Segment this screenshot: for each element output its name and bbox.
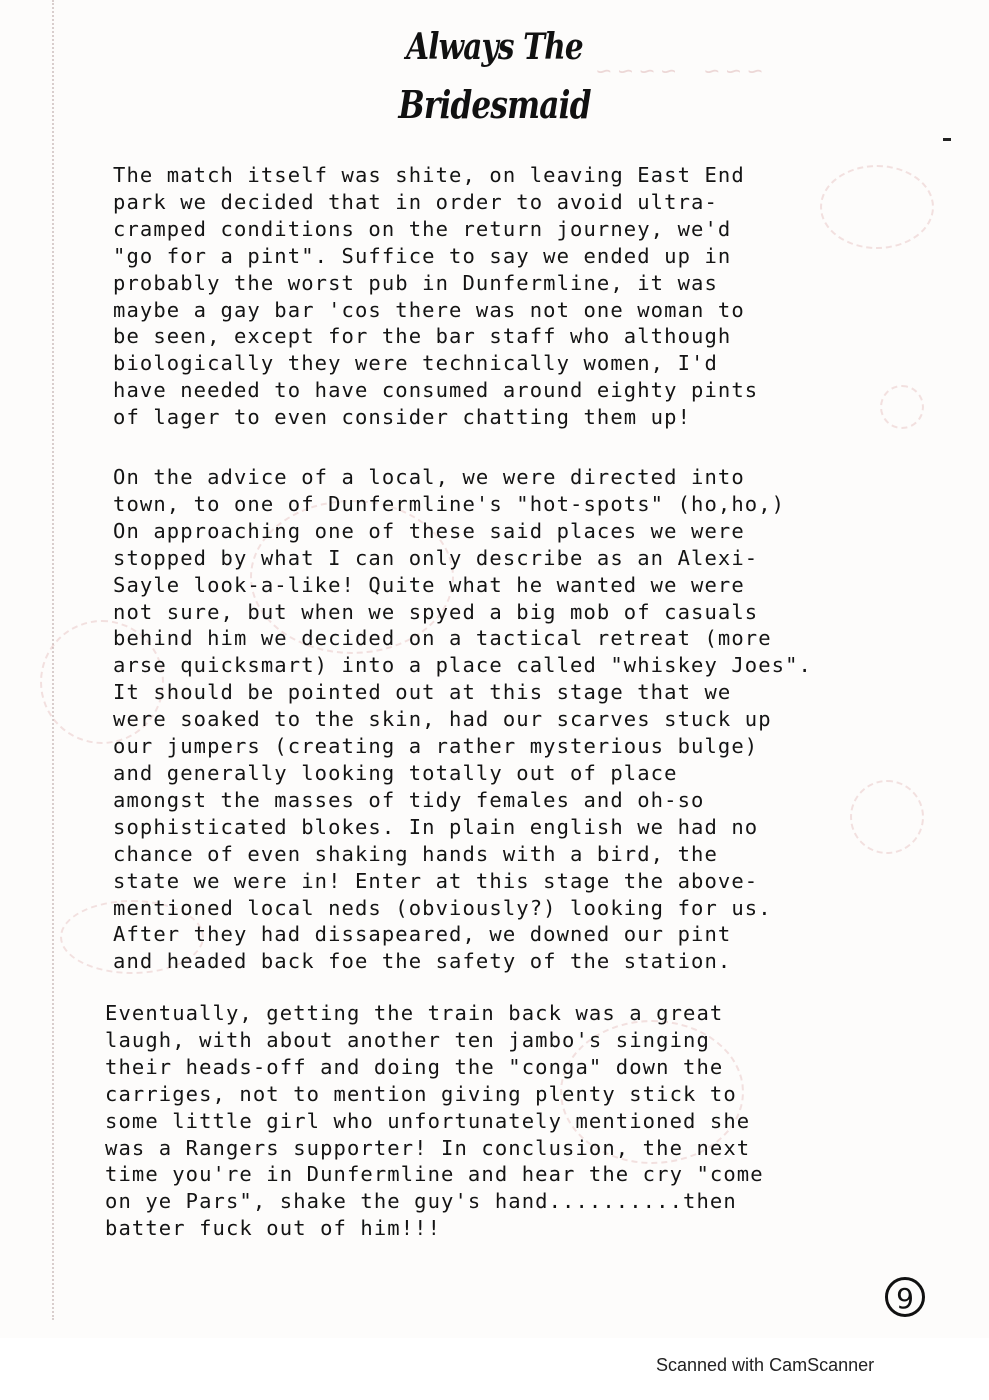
paragraph-1: The match itself was shite, on leaving East End park we decided that in order to avoid ultra- cramped conditions on the return journey, we'd "go for a pint". Suffice to say we ended up in probably the worst pub in Dunfermline, it was maybe a gay bar 'cos there was not one woman to be seen, except for the bar staff who although biologically they were technically women, I'd have needed to have consumed around eighty pints of lager to even consider chatting them up! [113, 163, 759, 430]
article-title-line-2: Bridesmaid [398, 82, 591, 127]
scanner-watermark: Scanned with CamScanner [656, 1355, 875, 1375]
paragraph-3: Eventually, getting the train back was a great laugh, with about another ten jambo's singing their heads-off and doing the "conga" down the carriges, not to mention giving plenty stick to some little girl who unfortunately mentioned she was a Rangers supporter! In conclusion, the next time you're in Dunfermline and hear the cry "come on ye Pars", shake the guy's hand..........then batter fuck out of him!!! [105, 1001, 764, 1241]
article-title-line-1: Always The [406, 26, 583, 68]
page-number: 9 [885, 1277, 925, 1317]
margin-mark [943, 138, 951, 141]
bleed-through-text: ~~~ ~~~~ [590, 58, 763, 88]
paragraph-2: On the advice of a local, we were directed into town, to one of Dunfermline's "hot-spots" (ho,ho,) On approaching one of these said places we were stopped by what I can only describe as an Alexi- Sayle look-a-like! Quite what he wanted we were not sure, but when we spyed a big mob of casuals behind him we decided on a tactical retreat (more arse quicksmart) into a place called "whiskey Joes". It should be pointed out at this stage that we were soaked to the skin, had our scarves stuck up our jumpers (creating a rather mysterious bulge) and generally looking totally out of place amongst the masses of tidy females and oh-so sophisticated blokes. In plain english we had no chance of even shaking hands with a bird, the state we were in! Enter at this stage the above- mentioned local neds (obviously?) looking for us. After they had dissapeared, we downed our pint and headed back foe the safety of the station. [113, 465, 812, 974]
